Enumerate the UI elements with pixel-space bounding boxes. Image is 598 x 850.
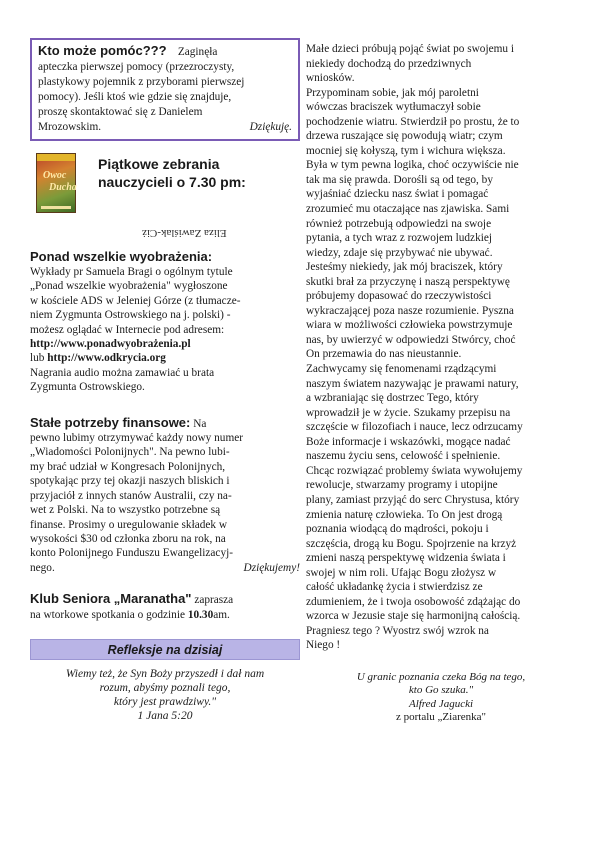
article-line: a wzbraniając się dostrzec Tego, który: [306, 392, 479, 405]
teachers-meeting-line: nauczycieli o 7.30 pm:: [98, 174, 246, 190]
article-line: wprowadził je w życie. Szukamy przepisu na: [306, 406, 511, 419]
article-line: wzorca w Jezusie staje się harmonijną całością.: [306, 610, 521, 623]
finance-line: przyjaciół z innych stanów Australii, czy na-: [30, 489, 232, 502]
article-line: szczęście w filozofiach i nauce, lecz odrzucamy: [306, 421, 523, 434]
seniors-club-name: Klub Seniora „Maranatha": [30, 591, 192, 607]
lectures-section: [30, 249, 300, 395]
finance-line: pewno lubimy otrzymywać każdy nowy numer: [30, 432, 244, 445]
verse-line: Wiemy też, że Syn Boży przyszedł i dał nam: [65, 667, 265, 680]
finance-line: wet z Polski. Na to wszystko potrzebne są: [30, 504, 221, 517]
article-body: [306, 42, 576, 653]
left-column: [30, 38, 300, 723]
article-line: wówczas braciszek wytłumaczył sobie: [306, 101, 481, 114]
help-notice-title: Kto może pomóc???: [38, 43, 167, 58]
article-line: pytania, a tych wraz z rozwojem ludzkiej: [306, 232, 493, 245]
teachers-meeting-title: [98, 155, 294, 191]
article-line: pochodzenie wiatru. Stwierdził po prostu, że to: [306, 115, 520, 128]
lectures-url-link[interactable]: http://www.ponadwyobrażenia.pl: [30, 338, 191, 351]
article-line: również potrzebują odpowiedzi na swoje: [306, 217, 492, 230]
teachers-meeting-section: [30, 151, 300, 243]
finance-line: Na: [193, 417, 207, 430]
article-line: Chcąc rozwiązać problemy świata wywołujemy: [306, 464, 523, 477]
lectures-line: niem Zygmunta Ostrowskiego na j. polski) -: [30, 309, 231, 322]
lectures-line: „Ponad wszelkie wyobrażenia" wygłoszone: [30, 280, 228, 293]
seniors-club-suffix: am.: [213, 608, 230, 621]
lectures-heading: Ponad wszelkie wyobrażenia:: [30, 249, 213, 264]
article-line: nas, by uwierzyć w odpowiedzi Stwórcy, choć: [306, 333, 516, 346]
lectures-line: Wykłady pr Samuela Bragi o ogólnym tytule: [30, 266, 233, 278]
article-line: On przemawia do nas nieustannie.: [306, 348, 462, 361]
article-line: poznania wiodącą do mądrości, pokoju i: [306, 523, 489, 536]
help-notice-line: apteczka pierwszej pomocy (przezroczysty,: [38, 61, 235, 73]
article-line: Małe dzieci próbują pojąć świat po swojemu i: [306, 43, 514, 55]
upside-down-signature: Eliza Zawiślak-Ciż: [142, 227, 227, 239]
finance-line: spotykając przy tej okazji naszych bliskich i: [30, 475, 230, 488]
quote-source: z portalu „Ziarenka": [396, 711, 486, 724]
article-line: szczęścia, drogą ku Bogu. Spojrzenie na krzyż: [306, 537, 517, 550]
finance-line: „Wiadomości Polonijnych". Na pewno lubi-: [30, 446, 230, 459]
article-line: wiedzy, zdaje się przybywać nie ubywać.: [306, 246, 493, 259]
article-line: tak ma się prawda. Dorośli są od tego, by: [306, 173, 493, 186]
finance-line: my brać udział w Kongresach Polonijnych,: [30, 460, 226, 473]
article-line: drzewa ruszające się powodują wiatr; czym: [306, 130, 503, 143]
help-notice-line: Zaginęła: [177, 46, 218, 58]
help-notice-line: plastykowy pojemnik z przyborami pierwszej: [38, 76, 245, 88]
article-line: całość układankę życia i stwierdzisz ze: [306, 581, 483, 594]
article-line: Była w tym pewna logika, choć oczywiście nie: [306, 159, 519, 172]
book-cover-image: [36, 153, 76, 213]
lectures-or-label: lub: [30, 352, 45, 365]
lectures-line: możesz oglądać w Internecie pod adresem:: [30, 323, 225, 336]
article-line: zdumieniem, że i twoja osobowość zdążając do: [306, 595, 521, 608]
lectures-url-link-2[interactable]: http://www.odkrycia.org: [47, 352, 166, 365]
seniors-club-section: [30, 591, 300, 622]
article-line: próbujemy dopasować do rzeczywistości: [306, 290, 492, 303]
teachers-meeting-line: Piątkowe zebrania: [98, 156, 220, 172]
article-line: wykraczającej poza nasze rozumienie. Pyszna: [306, 304, 514, 317]
article-line: wiara w możliwości człowieka powstrzymuje: [306, 319, 513, 332]
article-line: skutki brał za przyczynę i naszą perspektywę: [306, 275, 510, 288]
lectures-line: Zygmunta Ostrowskiego.: [30, 381, 145, 394]
quote-line: U granic poznania czeka Bóg na tego,: [356, 670, 526, 683]
seniors-club-time: 10.30: [187, 608, 214, 621]
book-title-top: Owoc: [43, 170, 67, 181]
article-line: Przypominam sobie, jak mój paroletni: [306, 86, 479, 99]
finance-line: konto Polonijnego Funduszu Ewangelizacyj-: [30, 547, 233, 560]
reflections-banner: [30, 639, 300, 660]
article-line: zrozumieć mu otaczające nas zjawiska. Sami: [306, 203, 510, 216]
article-line: Zachwycamy się fenomenami rządzącymi: [306, 363, 497, 376]
finance-section: [30, 415, 300, 575]
article-line: wyjaśniać dziecku nasz świat i pomagać: [306, 188, 489, 201]
article-line: swojej w nim roli. Ufając Bogu złożysz w: [306, 566, 497, 579]
help-notice-line: Mrozowskim.: [38, 121, 102, 133]
article-line: Jesteśmy niekiedy, jak mój braciszek, który: [306, 261, 503, 274]
finance-heading: Stałe potrzeby finansowe:: [30, 414, 191, 430]
verse-reference: 1 Jana 5:20: [137, 709, 193, 722]
finance-line: finanse. Prosimy o uregulowanie składek w: [30, 518, 228, 531]
reflections-title: Refleksje na dzisiaj: [107, 642, 223, 657]
quote-author: Alfred Jagucki: [408, 697, 474, 710]
article-line: zmieni naszą perspektywę widzenia świata i: [306, 552, 506, 565]
article-line: niekiedy dochodzą do przedziwnych: [306, 57, 472, 70]
seniors-club-text: zaprasza: [194, 594, 234, 607]
bible-verse: [30, 667, 300, 723]
article-line: rewolucje, stwarzamy programy i utopijne: [306, 479, 498, 492]
right-column: [306, 42, 576, 725]
help-notice-box: [30, 38, 300, 141]
verse-line: rozum, abyśmy poznali tego,: [99, 681, 231, 694]
seniors-club-text: na wtorkowe spotkania o godzinie: [30, 608, 185, 621]
closing-quote: [306, 671, 576, 725]
article-line: naszym światem nazywając je prawami natury,: [306, 377, 519, 390]
lectures-line: w kościele ADS w Jeleniej Górze (z tłumacze-: [30, 294, 241, 307]
article-line: wniosków.: [306, 72, 355, 85]
book-title-bottom: Ducha: [49, 182, 77, 193]
verse-line: który jest prawdziwy.": [113, 695, 217, 708]
finance-signature: Dziękujemy!: [243, 561, 300, 574]
help-notice-line: proszę skontaktować się z Danielem: [38, 106, 203, 118]
quote-line: kto Go szuka.": [408, 684, 474, 697]
finance-line: wysokości $30 od członka zboru na rok, na: [30, 532, 226, 545]
article-line: naszemu życiu sens, celowość i spełnienie.: [306, 450, 501, 463]
help-notice-line: pomocy). Jeśli ktoś wie gdzie się znajduje,: [38, 91, 232, 103]
article-line: zmienia naturę człowieka. To On jest drogą: [306, 508, 503, 521]
article-line: plany, zamiast przyjąć do serc Chrystusa, który: [306, 493, 520, 506]
article-line: Boże informacje i wskazówki, mogące nadać: [306, 435, 511, 448]
lectures-line: Nagrania audio można zamawiać u brata: [30, 366, 215, 379]
help-notice-signature: Dziękuję.: [249, 121, 292, 133]
article-line: mocniej się kołyszą, tym i wichura większa.: [306, 144, 506, 157]
article-line: Pragniesz tego ? Wyostrz swój wzrok na: [306, 624, 489, 637]
finance-line: nego.: [30, 561, 55, 574]
article-line: Niego !: [306, 639, 341, 652]
